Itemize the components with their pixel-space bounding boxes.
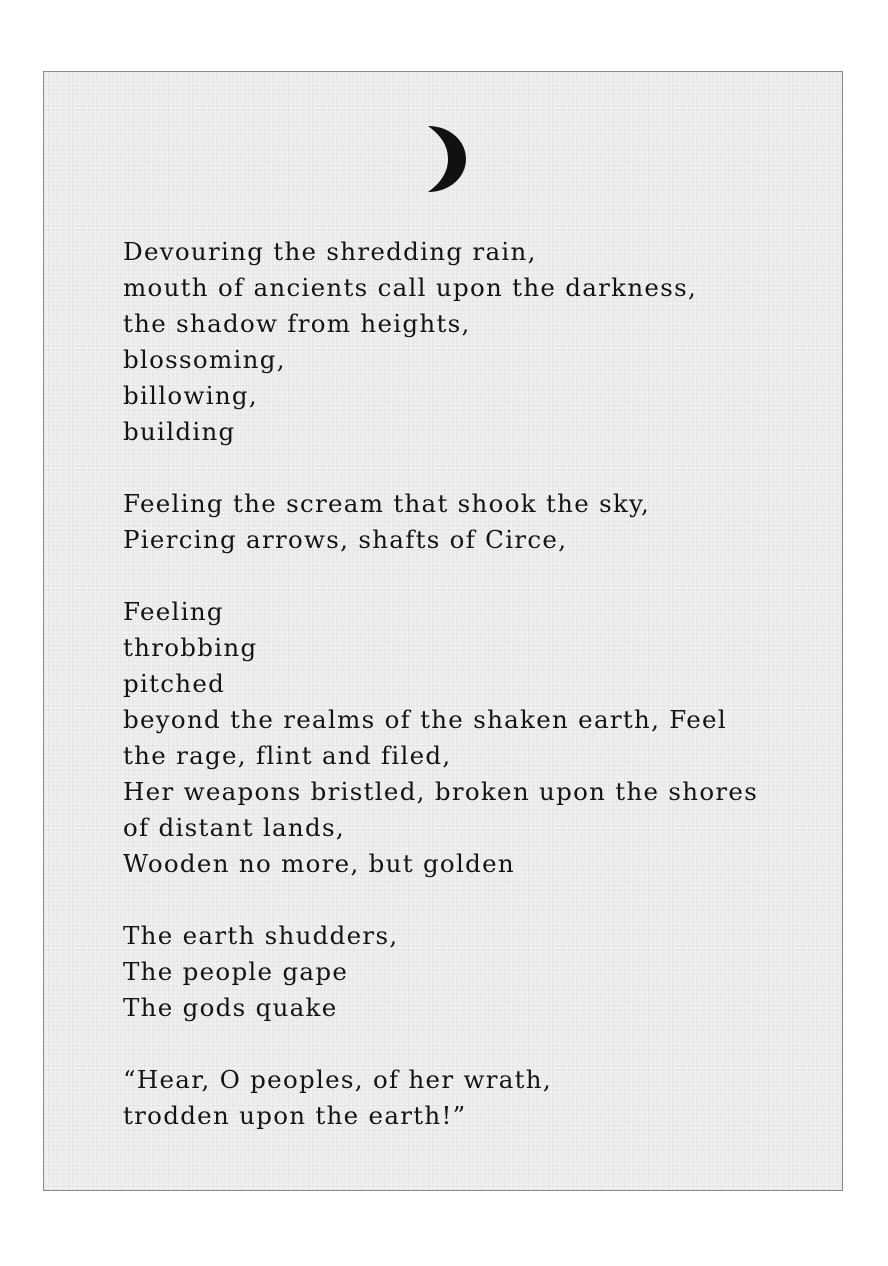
stanza — [123, 234, 823, 450]
poem-line: Her weapons bristled, broken upon the shores — [123, 777, 759, 806]
poem-body — [123, 234, 823, 1134]
crescent-moon-icon — [424, 124, 468, 194]
poem-line: billowing, — [123, 381, 258, 410]
poem-line: the rage, flint and filed, — [123, 741, 452, 770]
stanza-break — [123, 882, 823, 918]
stanza — [123, 918, 823, 1026]
poem-line: mouth of ancients call upon the darkness, — [123, 273, 698, 302]
poem-page — [43, 71, 843, 1191]
poem-line: Devouring the shredding rain, — [123, 237, 537, 266]
stanza — [123, 594, 823, 882]
poem-line: building — [123, 417, 236, 446]
poem-line: the shadow from heights, — [123, 309, 471, 338]
poem-line: “Hear, O peoples, of her wrath, — [123, 1065, 552, 1094]
poem-line: beyond the realms of the shaken earth, Feel — [123, 705, 727, 734]
stanza — [123, 1062, 823, 1134]
poem-line: throbbing — [123, 633, 258, 662]
poem-line: Feeling — [123, 597, 224, 626]
poem-line: pitched — [123, 669, 226, 698]
poem-line: The people gape — [123, 957, 349, 986]
poem-line: Piercing arrows, shafts of Circe, — [123, 525, 568, 554]
poem-line: of distant lands, — [123, 813, 345, 842]
poem-line: The earth shudders, — [123, 921, 399, 950]
poem-line: trodden upon the earth!” — [123, 1101, 467, 1130]
stanza-break — [123, 1026, 823, 1062]
stanza-break — [123, 450, 823, 486]
stanza — [123, 486, 823, 558]
poem-line: Feeling the scream that shook the sky, — [123, 489, 651, 518]
stanza-break — [123, 558, 823, 594]
poem-line: The gods quake — [123, 993, 338, 1022]
poem-line: blossoming, — [123, 345, 286, 374]
poem-line: Wooden no more, but golden — [123, 849, 515, 878]
